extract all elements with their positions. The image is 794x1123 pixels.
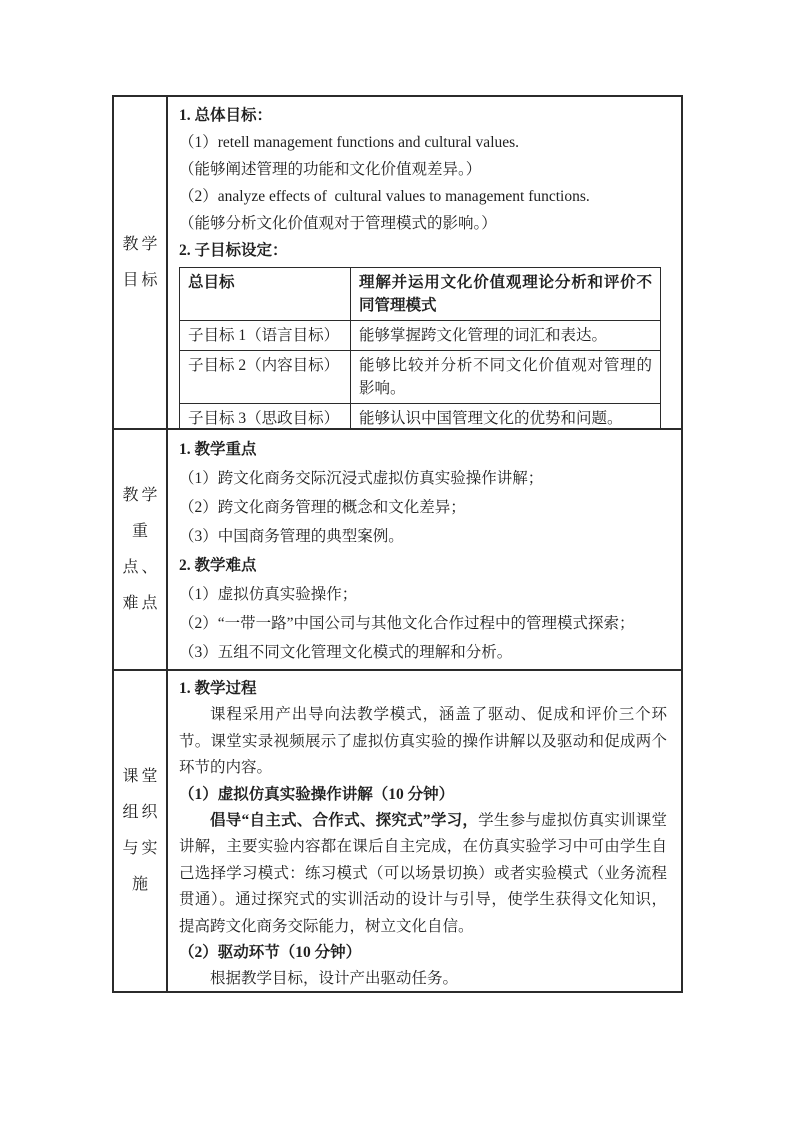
subgoal-desc-cell: 理解并运用文化价值观理论分析和评价不同管理模式 (351, 268, 661, 321)
step1-lead-bold: 倡导“自主式、合作式、探究式”学习， (210, 812, 479, 830)
subgoal-table (179, 267, 661, 428)
difficult-point-item: （3）五组不同文化管理文化模式的理解和分析。 (179, 644, 513, 661)
difficult-points-heading: 2. 教学难点 (179, 557, 257, 574)
step1-paragraph (179, 808, 667, 940)
subgoal-row-1 (180, 321, 661, 351)
step2-paragraph: 根据教学目标，设计产出驱动任务。 (210, 970, 459, 988)
objectives-content (168, 97, 681, 428)
label-line: 重 (131, 522, 151, 540)
row-keypoints (114, 430, 681, 671)
step1-heading: （1）虚拟仿真实验操作讲解（10 分钟） (179, 785, 455, 803)
objectives-row-label (114, 97, 168, 428)
subgoal-row-2 (180, 351, 661, 404)
objective-2-en: （2）analyze effects of cultural values to management functions. (179, 188, 590, 205)
lesson-plan-table (112, 95, 683, 993)
subgoal-header-row (180, 268, 661, 321)
step2-heading: （2）驱动环节（10 分钟） (179, 944, 362, 962)
subgoal-name-cell: 子目标 1（语言目标） (180, 321, 351, 351)
subgoal-name-cell: 子目标 3（思政目标） (180, 404, 351, 429)
row-implementation (114, 671, 681, 991)
key-point-item: （2）跨文化商务管理的概念和文化差异； (179, 499, 466, 516)
difficult-point-item: （2）“一带一路”中国公司与其他文化合作过程中的管理模式探索； (179, 615, 635, 632)
teaching-process-heading: 1. 教学过程 (179, 680, 257, 697)
subgoal-name-cell: 总目标 (180, 268, 351, 321)
subgoal-desc-cell: 能够比较并分析不同文化价值观对管理的影响。 (351, 351, 661, 404)
label-line: 教学 (122, 235, 161, 253)
implementation-row-label (114, 671, 168, 991)
subgoal-desc-cell: 能够认识中国管理文化的优势和问题。 (351, 404, 661, 429)
keypoints-content (168, 430, 681, 669)
label-line: 难点 (122, 594, 161, 612)
subgoal-name-cell: 子目标 2（内容目标） (180, 351, 351, 404)
subgoals-heading: 2. 子目标设定： (179, 242, 288, 259)
label-line: 施 (131, 876, 151, 893)
implementation-content (168, 671, 681, 991)
overall-goals-heading: 1. 总体目标： (179, 107, 273, 124)
label-line: 课堂 (122, 768, 161, 785)
row-objectives (114, 97, 681, 430)
label-line: 教学 (122, 486, 161, 504)
key-point-item: （1）跨文化商务交际沉浸式虚拟仿真实验操作讲解； (179, 470, 544, 487)
keypoints-row-label (114, 430, 168, 669)
subgoal-row-3 (180, 404, 661, 429)
label-line: 与实 (122, 840, 161, 857)
label-line: 目标 (122, 271, 161, 289)
subgoal-desc-cell: 能够掌握跨文化管理的词汇和表达。 (351, 321, 661, 351)
objective-1-zh: （能够阐述管理的功能和文化价值观差异。） (179, 161, 482, 178)
step1-body-text: 学生参与虚拟仿真实训课堂讲解，主要实验内容都在课后自主完成，在仿真实验学习中可由学生自己选择学习模式：练习模式（可以场景切换）或者实验模式（业务流程贯通）。通过探究式的实训活动的设计与引导，使学生获得文化知识，提高跨文化商务交际能力，树立文化自信。 (179, 812, 667, 935)
objective-1-en: （1）retell management functions and cultural values. (179, 134, 520, 151)
label-line: 点、 (122, 558, 161, 576)
label-line: 组织 (122, 804, 161, 821)
key-points-heading: 1. 教学重点 (179, 441, 257, 458)
teaching-process-paragraph: 课程采用产出导向法教学模式，涵盖了驱动、促成和评价三个环节。课堂实录视频展示了虚拟仿真实验的操作讲解以及驱动和促成两个环节的内容。 (179, 706, 667, 777)
difficult-point-item: （1）虚拟仿真实验操作； (179, 586, 358, 603)
key-point-item: （3）中国商务管理的典型案例。 (179, 528, 404, 545)
objective-2-zh: （能够分析文化价值观对于管理模式的影响。） (179, 215, 497, 232)
